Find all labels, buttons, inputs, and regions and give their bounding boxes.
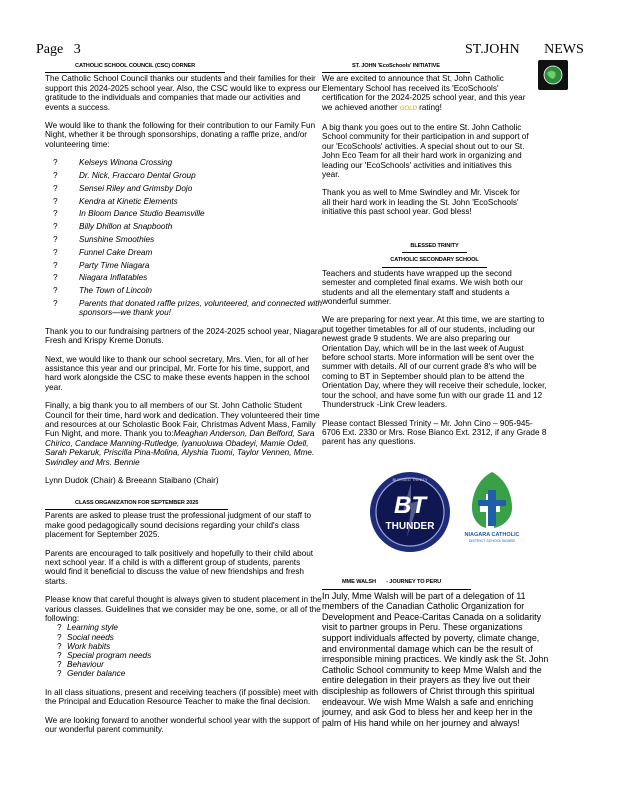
class-org-p4: In all class situations, present and receiving teachers (if possible) meet with the Principal and Education Resource Teacher to make the final decision. [45, 687, 319, 707]
list-item: ? Work habits [67, 642, 323, 651]
list-item: ? Gender balance [67, 669, 323, 678]
list-item: ? Niagara Inflatables [79, 273, 323, 282]
list-item: ? In Bloom Dance Studio Beamsville [79, 209, 323, 218]
list-item: ? Sensei Riley and Grimsby Dojo [79, 184, 323, 193]
eco-p3: Thank you as well to Mme Swindley and Mr. Viscek for all their hard work in leading the St. John 'EcoSchools' initiative this past school year. God bless! [322, 188, 520, 217]
eco-p1 [322, 74, 530, 114]
csc-signature: Lynn Dudok (Chair) & Breeann Staibano (Chair) [45, 476, 219, 486]
csc-thanks-intro: We would like to thank the following for their contribution to our Family Fun Night, whether it be through sponsorships, donating a raffle prize, and/or volunteering time: [45, 121, 316, 149]
eco-p1-end: rating! [419, 102, 442, 112]
cross-icon [458, 468, 526, 530]
peru-section [322, 575, 552, 737]
ncdsb-sub: DISTRICT SCHOOL BOARD [468, 539, 516, 543]
bt-thunder-logo [369, 471, 451, 553]
csc-fundraising: Thank you to our fundraising partners of the 2024-2025 school year, Niagara Fresh and Krispy Kreme Donuts. [45, 326, 323, 346]
list-item: ? Kelseys Winona Crossing [79, 158, 323, 167]
class-org-section [45, 497, 323, 743]
bt-p2: We are preparing for next year. At this time, we are starting to put together timetables for all of our students, including our newest grade 9 students. We are also preparing our Orientation Day, which will be in the last week of August before school starts. More information will be sent over the summer with details. All of our current grade 8's who will be coming to BT in September should plan to be attend the Orientation Day, where they will receive their schedule, locker, tour the school, and have some fun with our grade 11 and 12 Thunderstruck -Link Crew leaders. [322, 315, 547, 410]
eco-title: ST. JOHN 'EcoSchools' INITIATIVE [322, 62, 470, 73]
bt-title-2: CATHOLIC SECONDARY SCHOOL [382, 256, 486, 267]
class-org-p1: Parents are asked to please trust the professional judgment of our staff to make good pedagogically sound decisions regarding your child's class placement for September 2025. [45, 511, 312, 540]
list-item: ? Social needs [67, 633, 323, 642]
list-item: ? Sunshine Smoothies [79, 235, 323, 244]
page-number: 3 [73, 42, 81, 57]
list-item: ? Billy Dhillon at Snapbooth [79, 222, 323, 231]
ecoschools-logo [538, 60, 568, 90]
guideline-list [45, 623, 323, 678]
bt-logo-letters: BT [394, 492, 426, 519]
globe-icon [538, 60, 568, 90]
list-item: ? Parents that donated raffle prizes, volunteered, and connected with sponsors—we thank you! [79, 299, 323, 318]
eco-section [322, 60, 530, 226]
class-org-p2: Parents are encouraged to talk positively and hopefully to their child about next school year. If a child is with a different group of students, parents would find it beneficial to discuss the value of new friendships and fresh starts. [45, 548, 314, 586]
list-item: ? Dr. Nick, Fraccaro Dental Group [79, 171, 323, 180]
section-name: NEWS [544, 42, 584, 57]
gold-rating: GOLD [399, 105, 417, 112]
csc-intro: The Catholic School Council thanks our students and their families for their support this 2024-2025 school year. Also, the CSC would like to express our gratitude to the individuals and companies that made our activities and events a success. [45, 74, 321, 112]
csc-title: CATHOLIC SCHOOL COUNCIL (CSC) CORNER [45, 62, 225, 73]
list-item: ? Kendra at Kinetic Elements [79, 197, 323, 206]
list-item: ? The Town of Lincoln [79, 286, 323, 295]
bt-logo-ring: BLESSED TRINITY [392, 477, 428, 482]
class-org-p3: Please know that careful thought is always given to student placement in the various classes. Guidelines that we consider may be one, some, or all of the following: [45, 595, 322, 624]
eco-p2: A big thank you goes out to the entire St. John Catholic School community for their participation in and support of our 'EcoSchools' activities. A special shout out to our St. John Eco Team for all their hard work in organizing and leading our 'EcoSchools' activities and initiatives this year. [322, 123, 529, 180]
bt-p3: Please contact Blessed Trinity – Mr. John Cino – 905-945-6706 Ext. 2330 or Mrs. Rose Bianco Ext. 2312, if any Grade 8 parent has any questions. [322, 418, 547, 447]
csc-secretary-thanks: Next, we would like to thank our school secretary, Mrs. Vien, for all of her assistance this year and our principal, Mr. Forte for his time, support, and hard work alongside the CSC to make these events happen in the school year. [45, 354, 310, 392]
page-label [36, 42, 81, 58]
list-item: ? Party Time Niagara [79, 261, 323, 270]
bt-logo-thunder: THUNDER [385, 521, 435, 532]
bt-title-1: BLESSED TRINITY [402, 242, 466, 253]
newsletter-title [465, 42, 584, 58]
bt-section [322, 240, 547, 456]
csc-section [45, 60, 323, 495]
bt-p1: Teachers and students have wrapped up the second semester and completed final exams. We wish both our students and all the elementary staff and students a wonderful summer. [322, 268, 523, 307]
bt-title-block [322, 240, 547, 269]
peru-title-b: - JOURNEY TO PERU [386, 579, 442, 585]
class-org-title: CLASS ORGANIZATION FOR SEPTEMBER 2025 [45, 499, 228, 510]
csc-member-names: Meaghan Anderson, Dan Belford, Sara Chirico, Candace Manning-Rutledge, Iyanuoluwa Obadeyi, Mamie Odell, Sarah Pekaruk, Priscilla Pina-Molina, Alyshia Tuomi, Taylor Vennen, Mme. Swindley and Mrs. Bennie [45, 429, 315, 467]
csc-members-thanks [45, 401, 323, 467]
class-org-p5: We are looking forward to another wonderful school year with the support of our wonderful parent community. [45, 715, 320, 734]
sponsor-list [45, 158, 323, 318]
list-item: ? Special program needs [67, 651, 323, 660]
list-item: ? Behaviour [67, 660, 323, 669]
peru-title-a: MME WALSH [342, 579, 376, 585]
ncdsb-logo [458, 468, 526, 550]
csc-members-text: Finally, a big thank you to all members of our St. John Catholic Student Council for their time, hard work and dedication. They volunteered their time and resources at our Scholastic Book Fair, Christmas Advent Mass, Family Fun Night, and more. Thank you to: [45, 401, 320, 439]
ncdsb-name: NIAGARA CATHOLIC [464, 532, 520, 538]
school-name: ST.JOHN [465, 42, 520, 57]
peru-title [322, 577, 471, 590]
eco-p1-text: We are excited to announce that St. John Catholic Elementary School has received its 'EcoSchools' certification for the 2024-2025 school year, and this year we achieved another [322, 74, 526, 112]
list-item: ? Learning style [67, 623, 323, 632]
peru-p1: In July, Mme Walsh will be part of a delegation of 11 members of the Canadian Catholic Organization for Development and Peace-Caritas Canada on a solidarity visit to partner groups in Peru. These organizations support individuals affected by poverty, climate change, and environmental damage which can be the result of irresponsible mining practices. We kindly ask the St. John Catholic School community to keep Mme Walsh and the entire delegation in their prayers as they live out their discipleship as followers of Christ through this spiritual endeavour. We wish Mme Walsh a safe and enriching journey, and ask God to bless her and keep her in the palm of His hand while on her journey and always! [322, 590, 549, 728]
list-item: ? Funnel Cake Dream [79, 248, 323, 257]
page-label-text: Page [36, 42, 64, 57]
